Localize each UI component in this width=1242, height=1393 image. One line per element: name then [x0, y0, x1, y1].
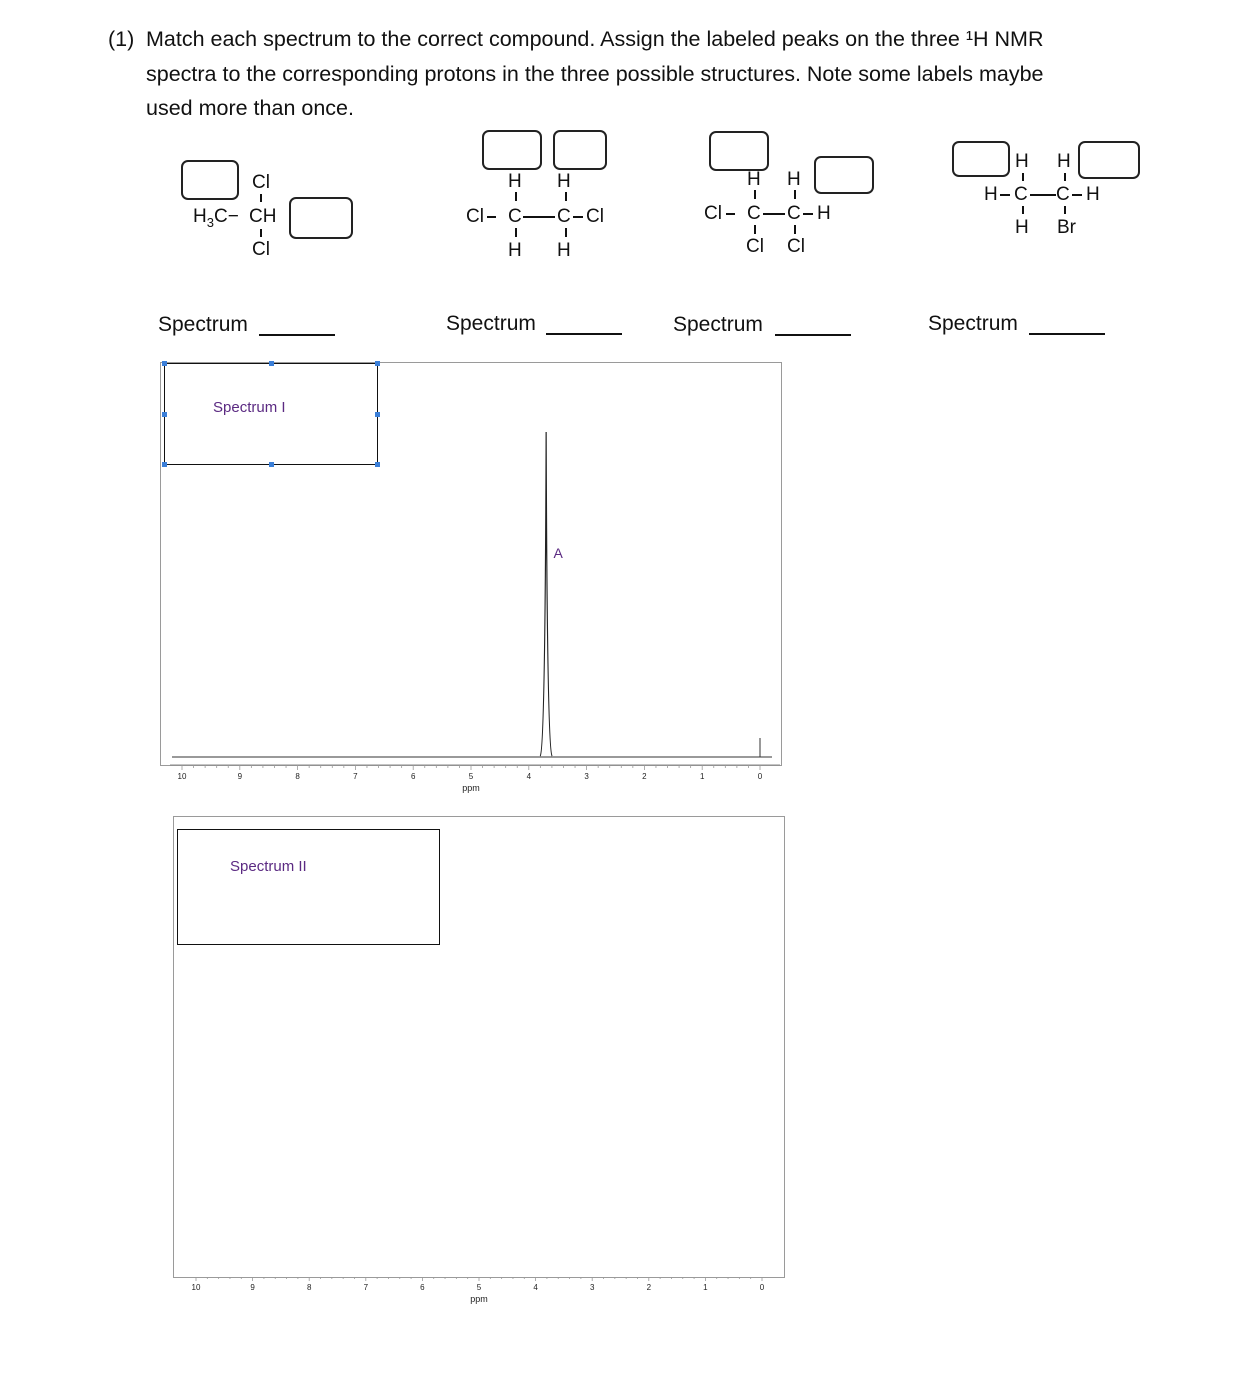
spectrum-1-tick-label: 0 [757, 772, 763, 781]
spectrum-1-title: Spectrum I [213, 399, 286, 416]
spectrum-1-tick-label: 10 [177, 772, 187, 781]
spectrum-label-4: Spectrum [928, 312, 1018, 335]
atom-h: H [508, 171, 522, 192]
question-line-2: spectra to the corresponding protons in the three possible structures. Note some labels maybe [146, 61, 1044, 86]
atom-cl: Cl [746, 236, 764, 257]
atom-c: C [508, 206, 522, 227]
spectrum-2-tick-label: 5 [476, 1283, 482, 1292]
spectrum-2-tick-label: 2 [646, 1283, 652, 1292]
spectrum-1-tick-label: 6 [410, 772, 416, 781]
atom-h: H [787, 169, 801, 190]
atom-h: H [817, 203, 831, 224]
answer-box[interactable] [952, 141, 1010, 177]
spectrum-label-2: Spectrum [446, 312, 536, 335]
spectrum-label-1: Spectrum [158, 313, 248, 336]
spectrum-2-tick-label: 0 [759, 1283, 765, 1292]
spectrum-2-xlabel: ppm [470, 1294, 488, 1304]
atom-h: H [557, 240, 571, 261]
question-line-3: used more than once. [146, 96, 354, 120]
atom-h: H [508, 240, 522, 261]
atom-c: C [787, 203, 801, 224]
answer-box[interactable] [289, 197, 353, 239]
spectrum-2-tick-label: 9 [250, 1283, 255, 1292]
spectrum-1-peak-label-a: A [553, 545, 563, 561]
answer-box[interactable] [814, 156, 874, 194]
spectrum-2-tick-label: 4 [533, 1283, 538, 1292]
question-line-1: Match each spectrum to the correct compound. Assign the labeled peaks on the three ¹H NMR [146, 27, 1044, 51]
answer-box[interactable] [1078, 141, 1140, 179]
answer-box[interactable] [181, 160, 239, 200]
answer-box[interactable] [709, 131, 769, 171]
spectrum-1-xlabel: ppm [462, 783, 480, 793]
spectrum-1-tick-label: 1 [699, 772, 705, 781]
spectrum-2-tick-label: 8 [306, 1283, 312, 1292]
spectrum-1-tick-label: 5 [468, 772, 474, 781]
atom-c: C [747, 203, 761, 224]
atom-h: H [1086, 184, 1100, 205]
atom-c: C [1014, 184, 1028, 205]
answer-blank[interactable] [546, 333, 622, 335]
atom-cl: Cl [787, 236, 805, 257]
atom-ch: CH [249, 206, 277, 227]
spectrum-2-title: Spectrum II [230, 858, 307, 875]
atom-c: C [1056, 184, 1070, 205]
spectrum-1-tick-label: 2 [642, 772, 647, 781]
atom-cl: Cl [466, 206, 484, 227]
spectrum-1-tick-label: 8 [295, 772, 300, 781]
spectrum-2-tick-label: 1 [703, 1283, 708, 1292]
answer-blank[interactable] [1029, 333, 1105, 335]
answer-box[interactable] [482, 130, 542, 170]
atom-h: H [1015, 151, 1029, 172]
answer-box[interactable] [553, 130, 607, 170]
spectrum-2-tick-label: 10 [191, 1283, 201, 1292]
spectrum-1-tick-label: 7 [353, 772, 358, 781]
spectrum-2-tick-label: 3 [589, 1283, 595, 1292]
answer-blank[interactable] [259, 334, 335, 336]
atom-h: H [1015, 217, 1029, 238]
spectrum-2-title-box[interactable] [177, 829, 440, 945]
atom-h: H [984, 184, 998, 205]
atom-c: C [557, 206, 571, 227]
spectrum-2-tick-label: 6 [420, 1283, 425, 1292]
spectrum-1-tick-label: 4 [526, 772, 532, 781]
atom-cl: Cl [704, 203, 722, 224]
atom-cl-top: Cl [252, 172, 270, 193]
atom-cl-bottom: Cl [252, 239, 270, 260]
spectrum-1-tick-label: 9 [237, 772, 243, 781]
atom-br: Br [1057, 217, 1076, 238]
atom-h3c: $H_3C-$ [193, 206, 239, 230]
question-text [108, 22, 1148, 126]
spectrum-label-3: Spectrum [673, 313, 763, 336]
atom-h: H [557, 171, 571, 192]
answer-blank[interactable] [775, 334, 851, 336]
question-number: (1) [108, 27, 135, 51]
atom-cl: Cl [586, 206, 604, 227]
atom-h: H [1057, 151, 1071, 172]
atom-h: H [747, 169, 761, 190]
spectrum-2-tick-label: 7 [363, 1283, 369, 1292]
spectrum-1-tick-label: 3 [584, 772, 589, 781]
